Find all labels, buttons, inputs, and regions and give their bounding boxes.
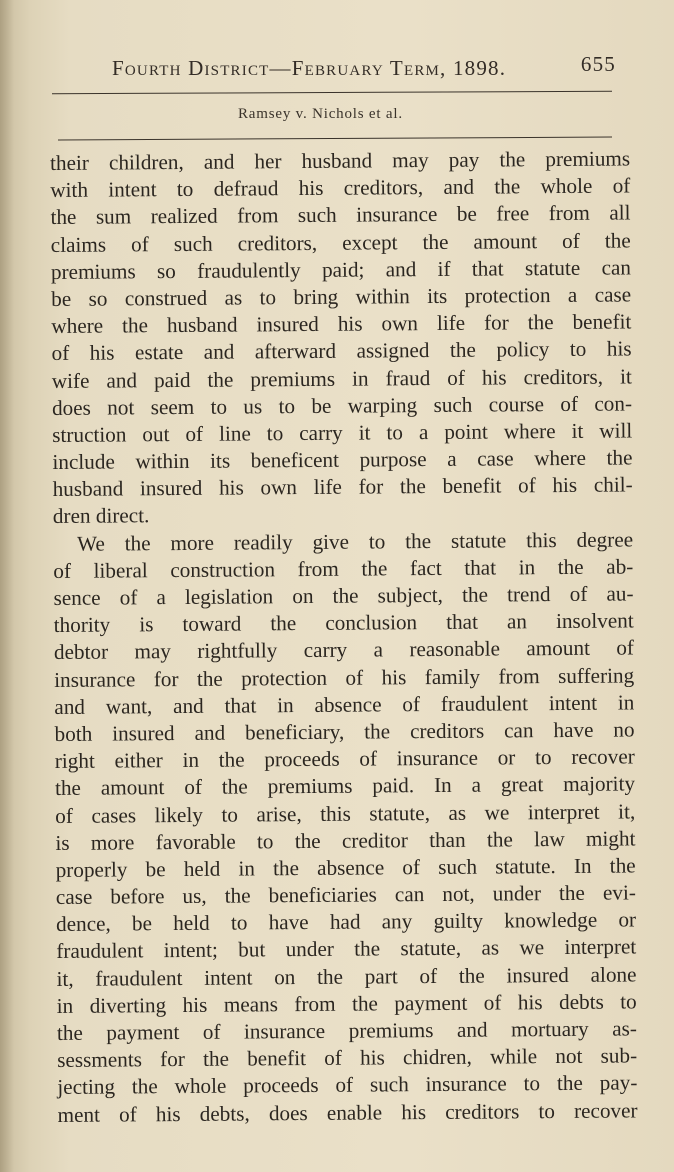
text-line: is more favorable to the creditor than the law might [55,826,636,855]
text-line: the sum realized from such insurance be free from all [50,200,631,230]
text-line: right either in the proceeds of insurance or to recover [54,744,635,774]
case-name-rule [58,137,612,141]
case-name: Ramsey v. Nichols et al. [238,106,403,122]
text-line: both insured and beneficiary, the creditors can have no [54,717,635,746]
text-line: properly be held in the absence of such statute. In the [55,853,636,882]
text-line: ment of his debts, does enable his creditors to recover [57,1097,638,1127]
text-line: case before us, the beneficiaries can not, under the evi- [55,880,636,910]
text-line: fraudulent intent; but under the statute, as we interpret [56,934,637,964]
text-line: their children, and her husband may pay the premiums [50,146,631,175]
text-line: be so construed as to bring within its protection a case [51,282,632,311]
text-line: of cases likely to arise, this statute, as we interpret it, [55,798,636,828]
text-line: claims of such creditors, except the amount of the [50,228,631,257]
text-line: the amount of the premiums paid. In a great majority [54,771,636,801]
text-line: dence, be held to have had any guilty knowledge or [55,907,637,937]
text-line: it, fraudulent intent on the part of the insured alone [56,962,637,991]
text-line: sessments for the benefit of his chidren, while not sub- [57,1043,638,1073]
text-line: and want, and that in absence of fraudulent intent in [54,690,635,719]
text-line: of liberal construction from the fact that in the ab- [53,554,634,583]
running-title: Fourth District—February Term, 1898. [112,56,507,80]
text-line: debtor may rightfully carry a reasonable amount of [53,635,635,665]
text-line: in diverting his means from the payment of his debts to [56,989,637,1018]
page-number: 655 [580,52,616,76]
text-line: thority is toward the conclusion that an insolvent [53,608,634,638]
text-line: where the husband insured his own life for the benefit [51,309,632,339]
text-line: dren direct. [52,503,150,529]
text-line: include within its beneficent purpose a case where the [52,445,633,475]
text-line: insurance for the protection of his family from suffering [54,662,635,692]
text-line: of his estate and afterward assigned the policy to his [51,336,632,366]
text-line: the payment of insurance premiums and mortuary as- [56,1016,638,1045]
text-line: husband insured his own life for the benefit of his chil- [52,472,633,502]
text-line: wife and paid the premiums in fraud of his creditors, it [51,363,632,393]
text-line: We the more readily give to the statute this degree [76,527,634,556]
text-line: struction out of line to carry it to a point where it will [52,418,633,447]
header-rule [52,91,612,94]
text-line: jecting the whole proceeds of such insurance to the pay- [57,1070,638,1100]
text-line: sence of a legislation on the subject, the trend of au- [53,581,634,610]
text-line: with intent to defraud his creditors, and the whole of [50,173,631,203]
text-line: premiums so fraudulently paid; and if that statute can [50,255,632,284]
page-gutter-shadow [0,0,14,1172]
body-text [50,145,638,1128]
running-header [112,52,622,82]
text-line: does not seem to us to be warping such course of con- [51,391,633,420]
